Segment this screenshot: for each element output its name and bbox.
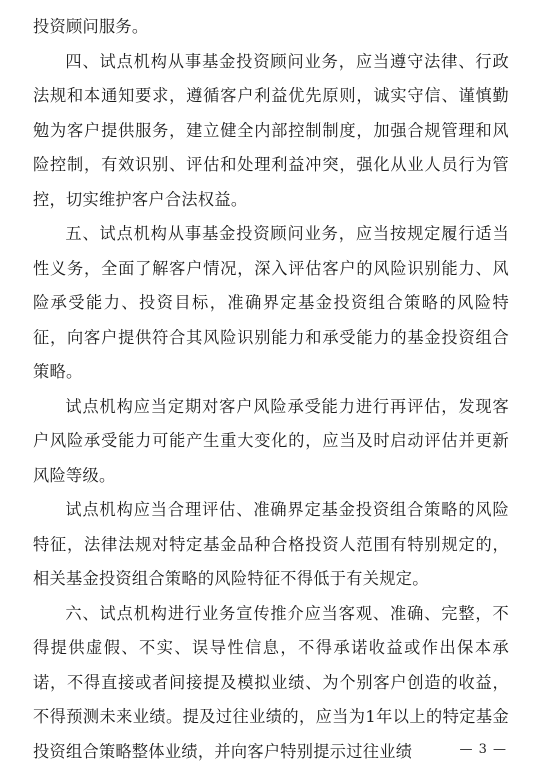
paragraph-risk-characteristics: 试点机构应当合理评估、准确界定基金投资组合策略的风险特征，法律法规对特定基金品种合格投资人范围有特别规定的，相关基金投资组合策略的风险特征不得低于有关规定。: [33, 493, 509, 597]
paragraph-section-four: 四、试点机构从事基金投资顾问业务，应当遵守法律、行政法规和本通知要求，遵循客户利益优先原则，诚实守信、谨慎勤勉为客户提供服务，建立健全内部控制制度，加强合规管理和风险控制，有效识别、评估和处理利益冲突，强化从业人员行为管控，切实维护客户合法权益。: [33, 45, 509, 218]
page-number: — 3 —: [459, 742, 507, 757]
paragraph-section-five: 五、试点机构从事基金投资顾问业务，应当按规定履行适当性义务，全面了解客户情况，深入评估客户的风险识别能力、风险承受能力、投资目标，准确界定基金投资组合策略的风险特征，向客户提供符合其风险识别能力和承受能力的基金投资组合策略。: [33, 217, 509, 390]
paragraph-section-six: 六、试点机构进行业务宣传推介应当客观、准确、完整，不得提供虚假、不实、误导性信息，不得承诺收益或作出保本承诺，不得直接或者间接提及模拟业绩、为个别客户创造的收益，不得预测未来业绩。提及过往业绩的，应当为1年以上的特定基金投资组合策略整体业绩，并向客户特别提示过往业绩: [33, 597, 509, 769]
paragraph-continuation: 投资顾问服务。: [33, 10, 509, 45]
paragraph-risk-reassessment: 试点机构应当定期对客户风险承受能力进行再评估，发现客户风险承受能力可能产生重大变化的，应当及时启动评估并更新风险等级。: [33, 390, 509, 494]
